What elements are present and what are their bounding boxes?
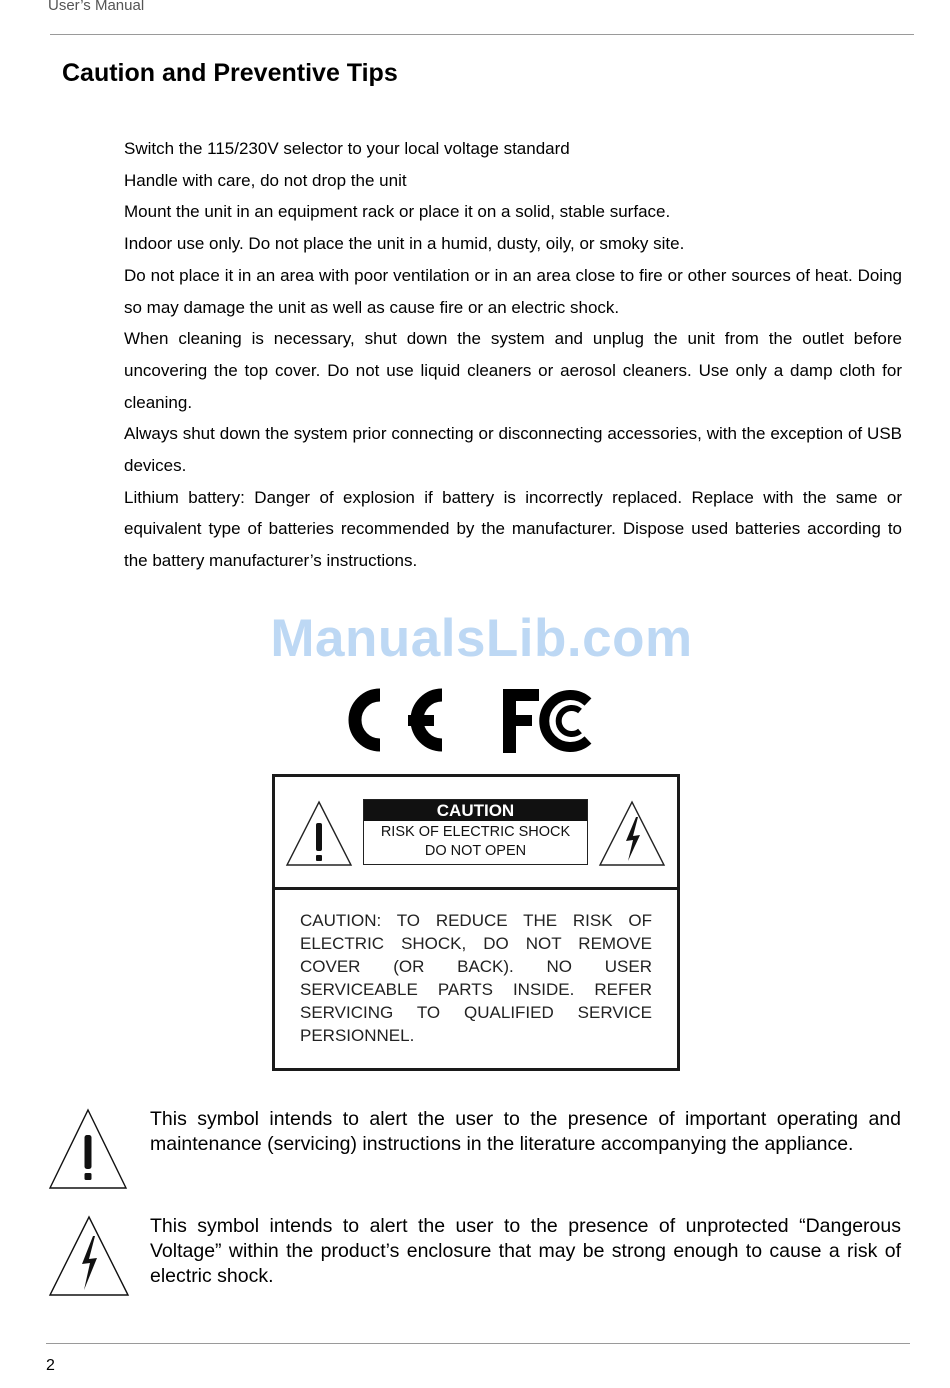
tip-item: Always shut down the system prior connecting or disconnecting accessories, with the exception of USB devices. — [124, 424, 902, 476]
caution-body-line: SERVICING TO QUALIFIED SERVICE — [300, 1003, 652, 1022]
tip-item: Indoor use only. Do not place the unit in a humid, dusty, oily, or smoky site. — [124, 234, 685, 254]
symbol-description: This symbol intends to alert the user to the presence of important operating and maintenance (servicing) instructions in the literature accompanying the appliance. — [150, 1108, 901, 1155]
tips-list — [124, 133, 902, 577]
page-number: 2 — [46, 1357, 55, 1374]
tip-item: Lithium battery: Danger of explosion if battery is incorrectly replaced. Replace with the same or equivalent type of batteries recommended by the manufacturer. Dispose used batteries according to the battery manufacturer’s instructions. — [124, 487, 902, 571]
watermark: ManualsLib.com — [270, 609, 693, 668]
exclamation-triangle-icon — [48, 1107, 128, 1191]
caution-label-header — [275, 777, 677, 890]
caution-body-line: ELECTRIC SHOCK, DO NOT REMOVE — [300, 934, 652, 953]
caution-heading: CAUTION — [364, 800, 587, 821]
running-header: User’s Manual — [48, 0, 145, 14]
tip-item: When cleaning is necessary, shut down the system and unplug the unit from the outlet before uncovering the top cover. Do not use liquid cleaners or aerosol cleaners. Use only a damp cloth for cleaning. — [124, 329, 902, 412]
tip-item: Handle with care, do not drop the unit — [124, 170, 407, 190]
header-divider — [50, 34, 914, 35]
caution-body-line: COVER (OR BACK). NO USER — [300, 957, 652, 976]
caution-body — [300, 909, 652, 1047]
lightning-triangle-icon — [598, 799, 666, 867]
tip-item: Do not place it in an area with poor ventilation or in an area close to fire or other sources of heat. Doing so may damage the unit as well as cause fire or an electric shock. — [124, 265, 902, 317]
caution-line-open: DO NOT OPEN — [424, 843, 527, 859]
tip-item: Mount the unit in an equipment rack or place it on a solid, stable surface. — [124, 202, 671, 222]
caution-body-line: PERSIONNEL. — [300, 1026, 415, 1045]
lightning-triangle-icon — [48, 1214, 130, 1298]
caution-label — [272, 774, 680, 1071]
tip-item: Switch the 115/230V selector to your local voltage standard — [124, 139, 570, 158]
caution-warning-box — [363, 799, 588, 865]
exclamation-triangle-icon — [285, 799, 353, 867]
footer-divider — [46, 1343, 910, 1344]
caution-body-line: CAUTION: TO REDUCE THE RISK OF — [300, 911, 652, 930]
caution-body-line: SERVICEABLE PARTS INSIDE. REFER — [300, 980, 652, 999]
caution-line-shock: RISK OF ELECTRIC SHOCK — [380, 824, 571, 840]
symbol-description: This symbol intends to alert the user to the presence of unprotected “Dangerous Voltage” within the product’s enclosure that may be strong enough to cause a risk of electric shock. — [150, 1215, 901, 1287]
fcc-logo-icon — [500, 686, 600, 756]
ce-mark-icon — [345, 683, 450, 757]
page-title: Caution and Preventive Tips — [62, 59, 398, 87]
